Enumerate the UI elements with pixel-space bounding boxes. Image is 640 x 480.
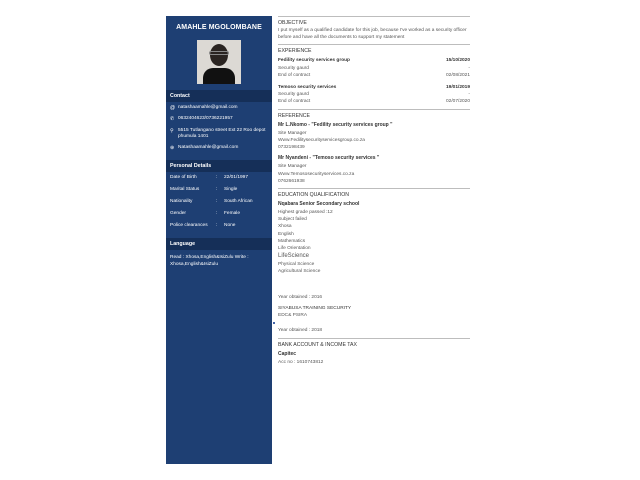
reference-phone: 0762661938 [278, 178, 305, 184]
reference-heading: REFERENCE [278, 112, 310, 119]
job-dash: - [468, 92, 470, 98]
detail-colon: : [216, 198, 218, 204]
contact-text: Natashaamahle@gmail.com [178, 145, 239, 151]
subject-item: Agricultural Science [278, 269, 321, 275]
job-title: Security gaurd [278, 65, 309, 71]
detail-value: South African [224, 198, 253, 204]
job-list [278, 57, 470, 106]
training-name: SIYABUSA TRAINING SECURITY [278, 305, 352, 311]
profile-photo [197, 40, 241, 84]
subject-item: Xhosa [278, 224, 292, 230]
training-detail: EDC& PSIRA [278, 312, 308, 318]
job-company: Fedility security services group [278, 58, 350, 64]
job-title-row [278, 65, 470, 72]
detail-value: 22/01/1997 [224, 174, 249, 180]
reference-list [278, 122, 470, 185]
reference-phone: 0732198439 [278, 145, 305, 151]
job-end-label: End of contract [278, 73, 311, 79]
subject-lifescience: LifeScience [278, 253, 310, 260]
job-dash: - [468, 65, 470, 71]
job-title-row [278, 91, 470, 98]
personal-details-heading: Personal Details [166, 160, 272, 172]
subject-item: Physical Science [278, 262, 315, 268]
job-end-label: End of contract [278, 99, 311, 105]
year-obtained-2016: Year obtained : 2016 [278, 294, 323, 300]
subject-item: Mathematics [278, 238, 306, 244]
location-icon: ⚲ [170, 127, 174, 134]
detail-colon: : [216, 174, 218, 180]
bank-name: Capitec [278, 351, 297, 358]
objective-text: I put myself as a qualified candidate for this job, because I've worked as a security officer before and have all the documents to support my statement [278, 28, 467, 41]
job-start-date: 19/01/2019 [445, 84, 470, 90]
contact-text: 5515 Tutlangano street Ext 22 Roo depot phumula 1401 [178, 127, 266, 140]
reference-name: Mr L.Nkomo - "Fedility security services group " [278, 121, 393, 128]
school-name: Nqabara Senior Secondary school [278, 201, 360, 208]
page-marker [273, 322, 275, 324]
reference-role: Site Manager [278, 164, 307, 170]
candidate-name: AMAHLE MGOLOMBANE [176, 24, 262, 31]
detail-key: Police clearances [170, 222, 208, 228]
bank-heading: BANK ACCOUNT & INCOME TAX [278, 342, 357, 349]
personal-detail-row [166, 208, 272, 220]
objective-heading: OBJECTIVE [278, 20, 307, 26]
job-end-date: 02/08/2021 [445, 73, 470, 79]
detail-colon: : [216, 186, 218, 192]
job-title: Security gaurd [278, 92, 309, 98]
job-header [278, 57, 470, 64]
detail-colon: : [216, 222, 218, 228]
reference-website: Www.Temososecurityservices.co.za [278, 171, 355, 177]
contact-heading: Contact [166, 90, 272, 102]
contact-text: natashaamahle@gmail.com [178, 105, 238, 110]
detail-key: Gender [170, 210, 186, 216]
detail-colon: : [216, 210, 218, 216]
job-end-row [278, 72, 470, 79]
personal-detail-row [166, 184, 272, 196]
subjects-label: Subject failed [278, 217, 307, 223]
personal-details-list [166, 172, 272, 232]
job-start-date: 15/10/2020 [445, 58, 470, 64]
reference-website: Www.Fedilitysecurityservicesgroup.co.za [278, 138, 365, 144]
contact-item [166, 113, 272, 124]
subject-item: Life Orientation [278, 245, 311, 251]
job-header [278, 84, 470, 91]
year-obtained-2018: Year obtained : 2018 [278, 328, 323, 334]
language-text: Read : Xhosa,English&IsiZulu Write : Xhosa,English&IsiZulu [170, 254, 249, 268]
experience-heading: EXPERIENCE [278, 48, 312, 55]
job-end-date: 02/07/2020 [445, 99, 470, 105]
contact-item [166, 125, 272, 143]
contact-item [166, 102, 272, 113]
at-icon: @ [170, 105, 176, 111]
personal-detail-row [166, 172, 272, 184]
sidebar [166, 16, 272, 464]
detail-value: None [224, 222, 236, 228]
contact-list [166, 102, 272, 154]
phone-icon: ✆ [170, 116, 175, 123]
reference-role: Site Manager [278, 130, 307, 136]
highest-grade: Highest grade passed :12 [278, 210, 333, 216]
subject-list-more [278, 261, 470, 275]
contact-item [166, 142, 272, 153]
detail-key: Nationality [170, 198, 193, 204]
language-heading: Language [166, 238, 272, 250]
detail-value: Female [224, 210, 240, 216]
resume-main [278, 16, 470, 464]
detail-value: Single [224, 186, 238, 192]
personal-detail-row [166, 220, 272, 232]
personal-detail-row [166, 196, 272, 208]
contact-text: 0632404623/0736221957 [178, 116, 233, 122]
web-icon: ⊕ [170, 145, 175, 152]
account-number: Acc no : 1610743812 [278, 360, 324, 366]
subject-list [278, 223, 470, 252]
detail-key: Date of Birth [170, 174, 197, 180]
education-heading: EDUCATION QUALIFICATION [278, 192, 349, 199]
job-end-row [278, 98, 470, 105]
subject-item: English [278, 231, 294, 237]
detail-key: Marital Status [170, 186, 200, 192]
reference-name: Mr Nyandeni - "Temoso security services " [278, 155, 380, 162]
job-company: Temoso security services [278, 84, 337, 90]
